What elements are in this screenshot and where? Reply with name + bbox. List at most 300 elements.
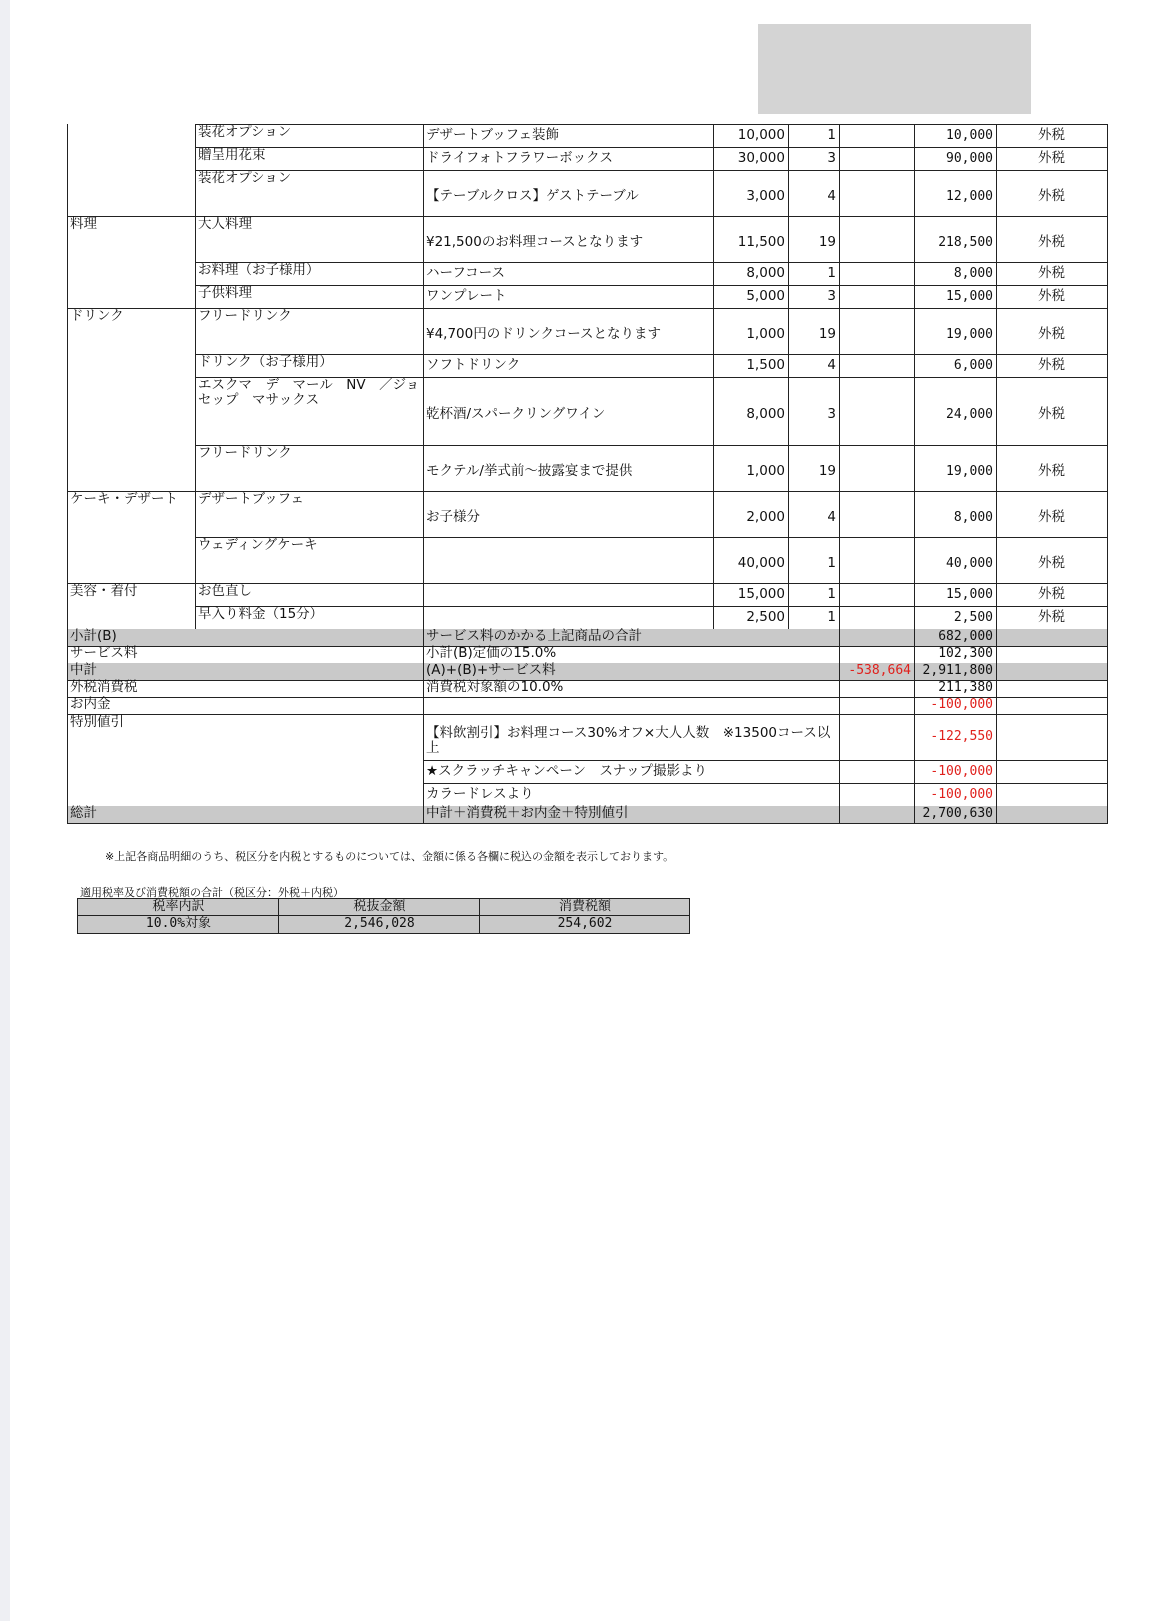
grid-line: [996, 285, 997, 309]
grid-line: [914, 537, 915, 584]
grid-line: [423, 697, 424, 715]
grid-line: [1107, 537, 1108, 584]
grid-line: [423, 124, 424, 148]
amount: 15,000: [946, 289, 993, 304]
summary-description: 消費税対象額の10.0%: [426, 679, 564, 695]
grid-line: [996, 124, 997, 148]
grid-line: [839, 354, 840, 378]
grid-line: [839, 714, 840, 761]
item-description: ドライフォトフラワーボックス: [426, 150, 613, 166]
amount: 90,000: [946, 151, 993, 166]
grid-line: [67, 583, 68, 630]
grid-line: [788, 583, 789, 607]
amount: 40,000: [946, 556, 993, 571]
category-label: ドリンク: [70, 308, 124, 324]
summary-amount: 2,911,800: [922, 663, 993, 678]
grid-line: [713, 285, 714, 309]
quantity: 3: [827, 288, 836, 304]
tax-summary-table: [77, 898, 690, 934]
grid-line: [996, 697, 997, 715]
item-description: ¥21,500のお料理コースとなります: [426, 234, 644, 250]
grid-line: [996, 491, 997, 538]
tax-type: 外税: [1038, 234, 1065, 250]
item-name: デザートブッフェ: [198, 491, 304, 507]
item-name: 装花オプション: [198, 124, 292, 140]
grid-line: [423, 262, 424, 286]
item-description: お子様分: [426, 509, 480, 525]
grid-line: [423, 445, 424, 492]
tax-summary-caption: 適用税率及び消費税額の合計（税区分：外税＋内税）: [80, 886, 344, 899]
unit-price: 40,000: [737, 555, 785, 571]
item-name: フリードリンク: [198, 445, 292, 461]
item-name: ドリンク（お子様用）: [198, 354, 333, 370]
quantity: 3: [827, 406, 836, 422]
discount: [839, 606, 914, 629]
tax-row-rate: 10.0%対象: [145, 916, 212, 931]
amount: 19,000: [946, 327, 993, 342]
grid-line: [914, 606, 915, 630]
summary-amount: 211,380: [938, 680, 993, 695]
grid-line: [996, 714, 997, 761]
grid-line: [914, 760, 915, 784]
grid-line: [713, 537, 714, 584]
grid-line: [839, 491, 840, 538]
grid-line: [914, 445, 915, 492]
amount: 10,000: [946, 128, 993, 143]
tax-type: 外税: [1038, 555, 1065, 571]
grid-line: [788, 377, 789, 446]
grid-line: [195, 216, 196, 263]
grid-line: [996, 537, 997, 584]
tax-type: 外税: [1038, 127, 1065, 143]
grid-line: [996, 680, 997, 698]
grid-line: [195, 170, 196, 217]
grid-line: [423, 216, 424, 263]
grid-line: [1107, 170, 1108, 217]
grid-line: [1107, 629, 1108, 647]
tax-type: 外税: [1038, 406, 1065, 422]
grid-line: [914, 806, 915, 824]
grid-line: [839, 124, 840, 148]
grid-line: [67, 216, 68, 309]
grid-line: [1107, 606, 1108, 630]
grid-line: [1107, 285, 1108, 309]
grid-line: [195, 308, 196, 355]
tax-type: 外税: [1038, 188, 1065, 204]
grid-line: [423, 537, 424, 584]
item-name: 装花オプション: [198, 170, 292, 186]
grid-line: [788, 537, 789, 584]
grid-line: [195, 147, 196, 171]
grid-line: [788, 170, 789, 217]
unit-price: 1,000: [746, 463, 785, 479]
summary-discount: [839, 679, 914, 697]
unit-price: 1,000: [746, 326, 785, 342]
grid-line: [423, 170, 424, 217]
grid-line: [195, 377, 196, 446]
summary-discount: [839, 696, 914, 714]
grid-line: [914, 216, 915, 263]
discount: [839, 124, 914, 147]
grid-line: [423, 354, 424, 378]
grid-line: [67, 823, 1108, 824]
grid-line: [996, 147, 997, 171]
grid-line: [914, 147, 915, 171]
quantity: 1: [827, 609, 836, 625]
grid-line: [195, 606, 196, 630]
grid-line: [996, 646, 997, 664]
grid-line: [839, 806, 840, 824]
grid-line: [713, 262, 714, 286]
grid-line: [914, 285, 915, 309]
grid-line: [713, 491, 714, 538]
grid-line: [996, 583, 997, 607]
grid-line: [713, 445, 714, 492]
quantity: 19: [818, 326, 836, 342]
grid-line: [1107, 697, 1108, 715]
grid-line: [423, 583, 424, 607]
grid-line: [996, 445, 997, 492]
grid-line: [195, 537, 196, 584]
grid-line: [839, 377, 840, 446]
special-discount-amount: -100,000: [930, 787, 993, 802]
grid-line: [996, 216, 997, 263]
quantity: 1: [827, 265, 836, 281]
grid-line: [67, 124, 68, 217]
amount: 218,500: [938, 235, 993, 250]
total-description: 中計＋消費税＋お内金＋特別値引: [426, 805, 629, 821]
item-name: 大人料理: [198, 216, 252, 232]
amount: 8,000: [953, 266, 993, 281]
grid-line: [1107, 445, 1108, 492]
tax-header-tax: 消費税額: [558, 899, 611, 914]
grid-line: [788, 262, 789, 286]
item-description: [423, 583, 713, 606]
grid-line: [788, 491, 789, 538]
grid-line: [996, 783, 997, 807]
grid-line: [195, 445, 196, 492]
grid-line: [195, 491, 196, 538]
tax-type: 外税: [1038, 150, 1065, 166]
grid-line: [839, 147, 840, 171]
grid-line: [713, 216, 714, 263]
grid-line: [996, 308, 997, 355]
summary-label: サービス料: [70, 645, 138, 661]
grid-line: [713, 583, 714, 607]
grid-line: [713, 377, 714, 446]
amount: 12,000: [946, 189, 993, 204]
item-description: [423, 537, 713, 583]
grid-line: [914, 714, 915, 761]
summary-label: 外税消費税: [70, 679, 138, 695]
quantity: 4: [827, 357, 836, 373]
item-name: お料理（お子様用）: [198, 262, 320, 278]
item-name: フリードリンク: [198, 308, 292, 324]
grid-line: [788, 216, 789, 263]
unit-price: 10,000: [737, 127, 785, 143]
grid-line: [195, 285, 196, 309]
quantity: 1: [827, 127, 836, 143]
grid-line: [788, 354, 789, 378]
grid-line: [788, 124, 789, 148]
tax-type: 外税: [1038, 463, 1065, 479]
grid-line: [195, 583, 196, 607]
unit-price: 1,500: [746, 357, 785, 373]
grid-line: [1107, 680, 1108, 698]
grid-line: [1107, 308, 1108, 355]
grid-line: [996, 262, 997, 286]
quantity: 4: [827, 509, 836, 525]
item-description: 乾杯酒/スパークリングワイン: [426, 406, 606, 422]
grid-line: [914, 783, 915, 807]
grid-line: [788, 445, 789, 492]
tax-row-tax: 254,602: [557, 916, 613, 931]
grid-line: [713, 147, 714, 171]
summary-amount: 102,300: [938, 646, 993, 661]
summary-label: お内金: [70, 696, 111, 712]
grid-line: [78, 915, 689, 916]
total-amount: 2,700,630: [922, 806, 993, 821]
tax-header-base: 税抜金額: [353, 899, 406, 914]
discount: [839, 377, 914, 445]
grid-line: [914, 491, 915, 538]
grid-line: [839, 216, 840, 263]
grid-line: [996, 377, 997, 446]
grid-line: [1107, 760, 1108, 784]
discount: [839, 537, 914, 583]
item-description: [423, 606, 713, 629]
grid-line: [839, 308, 840, 355]
grid-line: [67, 806, 68, 824]
grid-line: [839, 285, 840, 309]
amount: 2,500: [953, 610, 993, 625]
item-name: ウェディングケーキ: [198, 537, 318, 553]
grid-line: [1107, 714, 1108, 761]
grid-line: [914, 583, 915, 607]
quantity: 1: [827, 586, 836, 602]
category-label: 料理: [70, 216, 97, 232]
tax-type: 外税: [1038, 586, 1065, 602]
summary-discount: [839, 645, 914, 663]
grid-line: [996, 760, 997, 784]
grid-line: [67, 697, 68, 715]
grid-line: [996, 806, 997, 824]
grid-line: [278, 899, 279, 933]
quantity: 4: [827, 188, 836, 204]
quantity: 3: [827, 150, 836, 166]
grid-line: [914, 377, 915, 446]
discount: [839, 170, 914, 216]
tax-type: 外税: [1038, 288, 1065, 304]
grid-line: [839, 697, 840, 715]
quantity: 19: [818, 234, 836, 250]
discount: [839, 262, 914, 285]
grid-line: [423, 714, 424, 761]
tax-type: 外税: [1038, 265, 1065, 281]
unit-price: 30,000: [737, 150, 785, 166]
summary-label: 小計(B): [70, 628, 117, 644]
grid-line: [839, 262, 840, 286]
item-name: 早入り料金（15分）: [198, 606, 324, 622]
grid-line: [713, 170, 714, 217]
discount: [839, 491, 914, 537]
grid-line: [839, 170, 840, 217]
grid-line: [713, 354, 714, 378]
grid-line: [713, 308, 714, 355]
grid-line: [839, 583, 840, 607]
grid-line: [67, 714, 68, 807]
summary-description: 小計(B)定価の15.0%: [426, 645, 557, 661]
unit-price: 8,000: [746, 406, 785, 422]
document-page: [10, 0, 1163, 1621]
category-label: [67, 124, 195, 126]
grid-line: [1107, 216, 1108, 263]
quantity: 19: [818, 463, 836, 479]
grid-line: [839, 783, 840, 807]
grid-line: [195, 262, 196, 286]
grid-line: [423, 491, 424, 538]
grid-line: [423, 806, 424, 824]
item-description: デザートブッフェ装飾: [426, 127, 559, 143]
grid-line: [1107, 663, 1108, 681]
tax-type: 外税: [1038, 509, 1065, 525]
discount: [839, 285, 914, 308]
grid-line: [914, 354, 915, 378]
unit-price: 11,500: [737, 234, 785, 250]
item-name: エスクマ デ マール NV ／ジョセップ マサックス: [198, 377, 420, 408]
grid-line: [996, 170, 997, 217]
category-label: ケーキ・デザート: [70, 491, 178, 507]
summary-description: サービス料のかかる上記商品の合計: [426, 628, 642, 644]
discount: [839, 216, 914, 262]
summary-discount: -538,664: [848, 663, 911, 678]
grid-line: [914, 170, 915, 217]
grid-line: [479, 899, 480, 933]
grid-line: [996, 606, 997, 630]
tax-type: 外税: [1038, 609, 1065, 625]
grid-line: [914, 262, 915, 286]
grid-line: [195, 124, 196, 148]
tax-row-base: 2,546,028: [344, 916, 415, 931]
tax-header-rate: 税率内訳: [152, 899, 205, 914]
grid-line: [67, 308, 68, 492]
discount: [839, 583, 914, 606]
amount: 19,000: [946, 464, 993, 479]
tax-note: ※上記各商品明細のうち、税区分を内税とするものについては、金額に係る各欄に税込の金額を表示しております。: [105, 850, 675, 863]
total-label: 総計: [70, 805, 97, 821]
special-discount-amount: -100,000: [930, 764, 993, 779]
grid-line: [1107, 806, 1108, 824]
unit-price: 15,000: [737, 586, 785, 602]
summary-amount: -100,000: [930, 697, 993, 712]
grid-line: [914, 124, 915, 148]
unit-price: 3,000: [746, 188, 785, 204]
grid-line: [423, 308, 424, 355]
grid-line: [1107, 377, 1108, 446]
grid-line: [423, 606, 424, 630]
grid-line: [423, 285, 424, 309]
item-description: ワンプレート: [426, 288, 507, 304]
grid-line: [423, 783, 424, 807]
item-name: お色直し: [198, 583, 252, 599]
grid-line: [788, 308, 789, 355]
grid-line: [195, 354, 196, 378]
summary-label: 中計: [70, 662, 97, 678]
amount: 8,000: [953, 510, 993, 525]
item-name: 子供料理: [198, 285, 252, 301]
category-label: 美容・着付: [70, 583, 138, 599]
discount: [839, 354, 914, 377]
item-description: モクテル/挙式前～披露宴まで提供: [426, 463, 633, 479]
discount: [839, 445, 914, 491]
unit-price: 2,500: [746, 609, 785, 625]
special-discount-description: 【料飲割引】お料理コース30%オフ×大人人数 ※13500コース以上: [426, 724, 831, 756]
item-description: ソフトドリンク: [426, 357, 521, 373]
redacted-area: [758, 24, 1031, 114]
grid-line: [996, 663, 997, 681]
summary-description: [423, 696, 839, 714]
item-description: ハーフコース: [426, 265, 505, 281]
summary-discount: [839, 628, 914, 646]
discount: [839, 308, 914, 354]
grid-line: [1107, 646, 1108, 664]
grid-line: [1107, 262, 1108, 286]
grid-line: [423, 760, 424, 784]
grid-line: [1107, 783, 1108, 807]
grid-line: [839, 760, 840, 784]
special-discount-amount: -122,550: [930, 729, 993, 744]
amount: 6,000: [953, 358, 993, 373]
special-discount-label: 特別値引: [70, 714, 124, 730]
item-name: 贈呈用花束: [198, 147, 266, 163]
grid-line: [1107, 583, 1108, 607]
discount: [839, 147, 914, 170]
grid-line: [914, 308, 915, 355]
grid-line: [713, 124, 714, 148]
grid-line: [1107, 124, 1108, 148]
unit-price: 2,000: [746, 509, 785, 525]
amount: 15,000: [946, 587, 993, 602]
grid-line: [839, 537, 840, 584]
tax-type: 外税: [1038, 326, 1065, 342]
special-discount-description: カラードレスより: [426, 786, 534, 802]
grid-line: [788, 606, 789, 630]
grid-line: [713, 606, 714, 630]
grid-line: [839, 606, 840, 630]
grid-line: [839, 445, 840, 492]
grid-line: [1107, 491, 1108, 538]
amount: 24,000: [946, 407, 993, 422]
grid-line: [423, 147, 424, 171]
summary-amount: 682,000: [938, 629, 993, 644]
grid-line: [1107, 354, 1108, 378]
grid-line: [788, 147, 789, 171]
grid-line: [423, 377, 424, 446]
unit-price: 8,000: [746, 265, 785, 281]
grid-line: [996, 629, 997, 647]
item-description: ¥4,700円のドリンクコースとなります: [426, 326, 662, 342]
grid-line: [996, 354, 997, 378]
grid-line: [1107, 147, 1108, 171]
grid-line: [67, 491, 68, 584]
grid-line: [788, 285, 789, 309]
item-description: 【テーブルクロス】ゲストテーブル: [426, 188, 639, 204]
unit-price: 5,000: [746, 288, 785, 304]
summary-description: (A)+(B)+サービス料: [426, 662, 556, 678]
tax-type: 外税: [1038, 357, 1065, 373]
special-discount-description: ★スクラッチキャンペーン スナップ撮影より: [426, 763, 708, 779]
quantity: 1: [827, 555, 836, 571]
